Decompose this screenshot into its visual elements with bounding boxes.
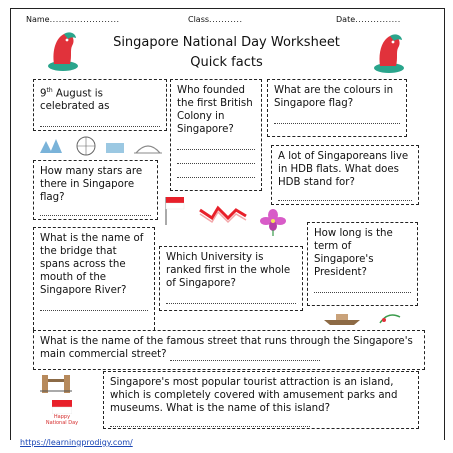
- question-box-4: [33, 160, 158, 220]
- answer-line[interactable]: [177, 154, 255, 164]
- answer-line[interactable]: [40, 117, 160, 127]
- orchid-icon: [260, 208, 286, 236]
- question-text: What are the colours in Singapore flag?: [274, 85, 394, 109]
- answer-line[interactable]: [177, 168, 255, 178]
- singapore-flag-icon: [164, 195, 186, 225]
- badge-line-1: Happy: [53, 414, 71, 420]
- question-box-3: [267, 79, 407, 137]
- question-text: A lot of Singaporeans live in HDB flats. What does HDB stand for?: [278, 151, 409, 188]
- badge-line-2: National Day: [45, 420, 79, 426]
- worksheet-subtitle: Quick facts: [190, 55, 263, 70]
- question-text: Which University is ranked first in the whole of Singapore?: [166, 252, 291, 289]
- ribbon-icon: [198, 204, 248, 224]
- question-box-6: [33, 227, 155, 335]
- question-text: Singapore's most popular tourist attraction is an island, which is completely covered with amusement parks and museums. What is the name of this island?: [110, 377, 398, 414]
- question-box-7: [159, 246, 303, 311]
- question-text: What is the name of the bridge that spans across the mouth of the Singapore River?: [40, 233, 144, 296]
- answer-line[interactable]: [40, 206, 151, 216]
- answer-line[interactable]: [110, 417, 310, 427]
- answer-line[interactable]: [40, 301, 148, 311]
- answer-line[interactable]: [314, 283, 411, 293]
- national-day-badge: [44, 400, 80, 426]
- merlion-icon: [46, 28, 80, 72]
- footer-link[interactable]: https://learningprodigy.com/: [20, 438, 133, 447]
- question-box-5: [271, 145, 419, 205]
- answer-line[interactable]: [278, 191, 412, 201]
- question-text: Who founded the first British Colony in Singapore?: [177, 85, 253, 135]
- question-box-8: [307, 222, 418, 306]
- merlion-icon: [372, 30, 406, 74]
- date-field: Date...............: [336, 15, 401, 24]
- answer-line[interactable]: [177, 140, 255, 150]
- worksheet-title: Singapore National Day Worksheet: [113, 35, 340, 50]
- question-text: How long is the term of Singapore's President?: [314, 228, 393, 278]
- answer-line[interactable]: [274, 114, 400, 124]
- class-field: Class...........: [188, 15, 243, 24]
- question-box-10: [103, 371, 419, 429]
- question-text: What is the name of the famous street that runs through the Singapore's main commercial street?: [40, 336, 413, 360]
- question-box-9: [33, 330, 425, 370]
- landmarks-icon: [36, 135, 166, 157]
- bridge-landmark-icon: [38, 373, 74, 393]
- answer-line[interactable]: [166, 294, 296, 304]
- answer-line[interactable]: [170, 351, 320, 361]
- question-box-2: [170, 79, 262, 191]
- boat-icon: [322, 310, 362, 326]
- question-text: How many stars are there in Singapore flag?: [40, 166, 143, 203]
- name-field: Name.......................: [26, 15, 120, 24]
- decoration-icon: [378, 309, 402, 325]
- question-box-1: [33, 79, 167, 131]
- question-text: 9th August is celebrated as: [40, 87, 110, 113]
